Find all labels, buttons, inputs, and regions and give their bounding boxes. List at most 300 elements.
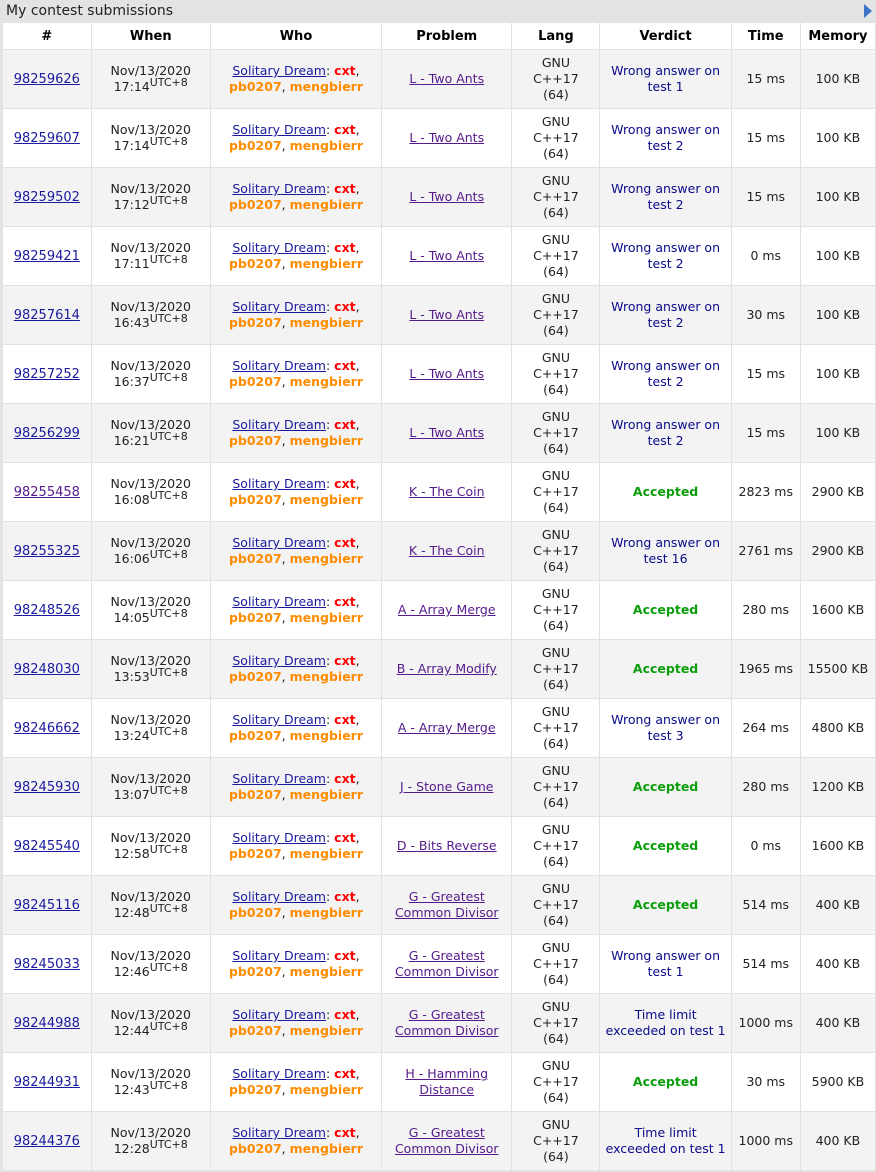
- verdict-cell: [600, 699, 731, 758]
- problem-link[interactable]: G - Greatest Common Divisor: [394, 1125, 499, 1156]
- when-cell: [91, 817, 210, 876]
- table-row: [3, 50, 876, 109]
- lang-line-3: (64): [543, 559, 569, 574]
- member-link-1[interactable]: cxt: [334, 594, 356, 609]
- lang-cell: [512, 404, 600, 463]
- submission-id-link[interactable]: 98255458: [13, 484, 80, 500]
- team-link[interactable]: Solitary Dream: [232, 1125, 326, 1140]
- who-cell: Solitary Dream: cxt, pb0207, mengbierr: [210, 168, 381, 227]
- problem-link[interactable]: B - Array Modify: [396, 661, 497, 676]
- member-link-1[interactable]: cxt: [334, 63, 356, 78]
- lang-line-1: GNU: [541, 763, 570, 778]
- problem-link[interactable]: L - Two Ants: [409, 425, 485, 440]
- team-link[interactable]: Solitary Dream: [232, 476, 326, 491]
- time-cell: 2761 ms: [731, 522, 800, 581]
- verdict-cell: [600, 463, 731, 522]
- memory-cell: 100 KB: [800, 345, 875, 404]
- submission-id-link[interactable]: 98244988: [13, 1015, 80, 1031]
- team-link[interactable]: Solitary Dream: [232, 417, 326, 432]
- lang-line-3: (64): [543, 1031, 569, 1046]
- problem-cell: [382, 404, 512, 463]
- memory-cell: 400 KB: [800, 876, 875, 935]
- lang-cell: [512, 109, 600, 168]
- table-row: [3, 1112, 876, 1171]
- lang-line-1: GNU: [541, 232, 570, 247]
- time-cell: 15 ms: [731, 404, 800, 463]
- verdict-text[interactable]: Wrong answer on test 2: [611, 181, 721, 212]
- verdict-cell: [600, 50, 731, 109]
- memory-cell: 1200 KB: [800, 758, 875, 817]
- member-link-2[interactable]: pb0207: [228, 138, 282, 153]
- member-link-1[interactable]: cxt: [334, 535, 356, 550]
- member-link-1[interactable]: cxt: [334, 948, 356, 963]
- lang-line-3: (64): [543, 677, 569, 692]
- member-link-3[interactable]: mengbierr: [289, 1023, 363, 1038]
- verdict-text[interactable]: Accepted: [632, 661, 699, 676]
- team-link[interactable]: Solitary Dream: [232, 712, 326, 727]
- submission-date: Nov/13/2020: [110, 240, 192, 255]
- submissions-table: [3, 23, 876, 1171]
- verdict-text[interactable]: Wrong answer on test 2: [611, 417, 721, 448]
- lang-line-1: GNU: [541, 940, 570, 955]
- submission-time: 16:08: [113, 492, 150, 507]
- table-row: [3, 1053, 876, 1112]
- team-link[interactable]: Solitary Dream: [232, 889, 326, 904]
- memory-cell: 100 KB: [800, 404, 875, 463]
- problem-cell: [382, 817, 512, 876]
- submission-id-link[interactable]: 98257252: [13, 366, 80, 382]
- problem-cell: [382, 876, 512, 935]
- member-link-1[interactable]: cxt: [334, 1125, 356, 1140]
- problem-cell: [382, 463, 512, 522]
- expand-arrow-icon[interactable]: [864, 4, 872, 18]
- member-link-3[interactable]: mengbierr: [289, 964, 363, 979]
- who-cell: Solitary Dream: cxt, pb0207, mengbierr: [210, 876, 381, 935]
- submission-id-link[interactable]: 98256299: [13, 425, 80, 441]
- time-cell: 15 ms: [731, 109, 800, 168]
- team-link[interactable]: Solitary Dream: [232, 771, 326, 786]
- member-link-1[interactable]: cxt: [334, 771, 356, 786]
- verdict-text[interactable]: Accepted: [632, 897, 699, 912]
- lang-cell: [512, 994, 600, 1053]
- who-cell: Solitary Dream: cxt, pb0207, mengbierr: [210, 699, 381, 758]
- table-row: [3, 758, 876, 817]
- time-cell: 30 ms: [731, 286, 800, 345]
- member-link-3[interactable]: mengbierr: [289, 1141, 363, 1156]
- when-cell: [91, 758, 210, 817]
- team-link[interactable]: Solitary Dream: [232, 240, 326, 255]
- submission-time: 12:28: [113, 1141, 150, 1156]
- member-link-1[interactable]: cxt: [334, 240, 356, 255]
- member-link-3[interactable]: mengbierr: [289, 787, 363, 802]
- lang-line-3: (64): [543, 972, 569, 987]
- timezone-label: UTC+8: [149, 488, 188, 502]
- member-link-3[interactable]: mengbierr: [289, 197, 363, 212]
- submission-id-link[interactable]: 98245930: [13, 779, 80, 795]
- submission-time: 14:05: [113, 610, 150, 625]
- who-cell: Solitary Dream: cxt, pb0207, mengbierr: [210, 994, 381, 1053]
- lang-line-3: (64): [543, 264, 569, 279]
- lang-cell: [512, 463, 600, 522]
- time-cell: 514 ms: [731, 876, 800, 935]
- problem-cell: [382, 109, 512, 168]
- lang-line-2: C++17: [533, 661, 579, 676]
- submission-id-cell: [3, 109, 91, 168]
- submission-date: Nov/13/2020: [110, 594, 192, 609]
- problem-link[interactable]: D - Bits Reverse: [396, 838, 497, 853]
- problem-link[interactable]: A - Array Merge: [397, 720, 496, 735]
- member-link-1[interactable]: cxt: [334, 122, 356, 137]
- memory-cell: 1600 KB: [800, 817, 875, 876]
- verdict-text[interactable]: Wrong answer on test 1: [611, 948, 721, 979]
- time-cell: 264 ms: [731, 699, 800, 758]
- submission-id-link[interactable]: 98246662: [13, 720, 80, 736]
- when-cell: [91, 227, 210, 286]
- member-link-3[interactable]: mengbierr: [289, 433, 363, 448]
- lang-line-1: GNU: [541, 1117, 570, 1132]
- memory-cell: 400 KB: [800, 935, 875, 994]
- time-cell: 280 ms: [731, 581, 800, 640]
- verdict-text[interactable]: Wrong answer on test 3: [611, 712, 721, 743]
- when-cell: [91, 581, 210, 640]
- member-link-1[interactable]: cxt: [334, 653, 356, 668]
- memory-cell: 400 KB: [800, 1112, 875, 1171]
- lang-line-3: (64): [543, 1090, 569, 1105]
- lang-line-3: (64): [543, 500, 569, 515]
- header-lang: Lang: [512, 23, 600, 50]
- table-row: [3, 168, 876, 227]
- lang-line-3: (64): [543, 795, 569, 810]
- submission-time: 17:11: [113, 256, 150, 271]
- member-link-3[interactable]: mengbierr: [289, 669, 363, 684]
- submission-time: 17:14: [113, 138, 150, 153]
- problem-cell: [382, 1053, 512, 1112]
- team-link[interactable]: Solitary Dream: [232, 299, 326, 314]
- when-cell: [91, 50, 210, 109]
- team-link[interactable]: Solitary Dream: [232, 1066, 326, 1081]
- time-cell: 0 ms: [731, 817, 800, 876]
- submission-id-link[interactable]: 98255325: [13, 543, 80, 559]
- timezone-label: UTC+8: [149, 370, 188, 384]
- member-link-2[interactable]: pb0207: [228, 315, 282, 330]
- lang-line-2: C++17: [533, 71, 579, 86]
- lang-line-2: C++17: [533, 189, 579, 204]
- table-row: [3, 463, 876, 522]
- problem-link[interactable]: L - Two Ants: [409, 130, 485, 145]
- timezone-label: UTC+8: [149, 311, 188, 325]
- header-problem: Problem: [382, 23, 512, 50]
- submission-date: Nov/13/2020: [110, 653, 192, 668]
- lang-line-1: GNU: [541, 350, 570, 365]
- team-link[interactable]: Solitary Dream: [232, 181, 326, 196]
- panel-header: [0, 0, 876, 22]
- table-row: [3, 522, 876, 581]
- who-cell: Solitary Dream: cxt, pb0207, mengbierr: [210, 640, 381, 699]
- problem-link[interactable]: L - Two Ants: [409, 189, 485, 204]
- submission-time: 16:21: [113, 433, 150, 448]
- submission-time: 12:58: [113, 846, 150, 861]
- team-link[interactable]: Solitary Dream: [232, 948, 326, 963]
- submission-date: Nov/13/2020: [110, 535, 192, 550]
- when-cell: [91, 168, 210, 227]
- member-link-2[interactable]: pb0207: [228, 846, 282, 861]
- when-cell: [91, 463, 210, 522]
- memory-cell: 100 KB: [800, 286, 875, 345]
- who-cell: Solitary Dream: cxt, pb0207, mengbierr: [210, 522, 381, 581]
- submission-date: Nov/13/2020: [110, 63, 192, 78]
- member-link-2[interactable]: pb0207: [228, 197, 282, 212]
- member-link-2[interactable]: pb0207: [228, 1082, 282, 1097]
- member-link-2[interactable]: pb0207: [228, 1023, 282, 1038]
- verdict-text[interactable]: Wrong answer on test 2: [611, 358, 721, 389]
- verdict-cell: [600, 581, 731, 640]
- verdict-text[interactable]: Accepted: [632, 779, 699, 794]
- problem-link[interactable]: H - Hamming Distance: [405, 1066, 489, 1097]
- member-link-3[interactable]: mengbierr: [289, 846, 363, 861]
- team-link[interactable]: Solitary Dream: [232, 653, 326, 668]
- verdict-cell: [600, 522, 731, 581]
- lang-line-3: (64): [543, 1149, 569, 1164]
- member-link-1[interactable]: cxt: [334, 417, 356, 432]
- lang-cell: [512, 168, 600, 227]
- verdict-text[interactable]: Accepted: [632, 484, 699, 499]
- time-cell: 1000 ms: [731, 1112, 800, 1171]
- member-link-2[interactable]: pb0207: [228, 669, 282, 684]
- member-link-1[interactable]: cxt: [334, 1066, 356, 1081]
- problem-cell: [382, 758, 512, 817]
- member-link-2[interactable]: pb0207: [228, 1141, 282, 1156]
- verdict-text[interactable]: Wrong answer on test 16: [611, 535, 721, 566]
- lang-cell: [512, 935, 600, 994]
- problem-link[interactable]: L - Two Ants: [409, 248, 485, 263]
- member-link-3[interactable]: mengbierr: [289, 315, 363, 330]
- time-cell: 1000 ms: [731, 994, 800, 1053]
- team-link[interactable]: Solitary Dream: [232, 63, 326, 78]
- verdict-text[interactable]: Wrong answer on test 2: [611, 299, 721, 330]
- verdict-text[interactable]: Wrong answer on test 2: [611, 240, 721, 271]
- submission-id-cell: [3, 876, 91, 935]
- member-link-2[interactable]: pb0207: [228, 551, 282, 566]
- lang-line-3: (64): [543, 382, 569, 397]
- when-cell: [91, 522, 210, 581]
- problem-link[interactable]: G - Greatest Common Divisor: [394, 889, 499, 920]
- verdict-text[interactable]: Wrong answer on test 2: [611, 122, 721, 153]
- member-link-1[interactable]: cxt: [334, 476, 356, 491]
- submission-date: Nov/13/2020: [110, 1007, 192, 1022]
- submission-id-cell: [3, 1112, 91, 1171]
- when-cell: [91, 345, 210, 404]
- problem-link[interactable]: L - Two Ants: [409, 71, 485, 86]
- table-row: [3, 935, 876, 994]
- verdict-text[interactable]: Accepted: [632, 1074, 699, 1089]
- submission-id-cell: [3, 935, 91, 994]
- lang-cell: [512, 286, 600, 345]
- problem-link[interactable]: K - The Coin: [408, 484, 485, 499]
- problem-link[interactable]: K - The Coin: [408, 543, 485, 558]
- team-link[interactable]: Solitary Dream: [232, 594, 326, 609]
- member-link-2[interactable]: pb0207: [228, 610, 282, 625]
- verdict-text[interactable]: Time limit exceeded on test 1: [605, 1007, 726, 1038]
- problem-link[interactable]: L - Two Ants: [409, 366, 485, 381]
- who-cell: Solitary Dream: cxt, pb0207, mengbierr: [210, 1112, 381, 1171]
- submission-id-link[interactable]: 98259607: [13, 130, 80, 146]
- lang-line-3: (64): [543, 205, 569, 220]
- table-row: [3, 109, 876, 168]
- problem-cell: [382, 1112, 512, 1171]
- member-link-3[interactable]: mengbierr: [289, 1082, 363, 1097]
- submission-id-cell: [3, 50, 91, 109]
- problem-link[interactable]: L - Two Ants: [409, 307, 485, 322]
- submission-id-link[interactable]: 98245540: [13, 838, 80, 854]
- lang-line-2: C++17: [533, 602, 579, 617]
- member-link-3[interactable]: mengbierr: [289, 610, 363, 625]
- lang-cell: [512, 1053, 600, 1112]
- submission-id-cell: [3, 640, 91, 699]
- lang-line-1: GNU: [541, 291, 570, 306]
- lang-cell: [512, 50, 600, 109]
- time-cell: 15 ms: [731, 168, 800, 227]
- submission-id-link[interactable]: 98248030: [13, 661, 80, 677]
- lang-line-1: GNU: [541, 1058, 570, 1073]
- member-link-2[interactable]: pb0207: [228, 492, 282, 507]
- verdict-text[interactable]: Accepted: [632, 602, 699, 617]
- lang-line-2: C++17: [533, 366, 579, 381]
- member-link-1[interactable]: cxt: [334, 1007, 356, 1022]
- timezone-label: UTC+8: [149, 1137, 188, 1151]
- verdict-cell: [600, 168, 731, 227]
- submission-id-link[interactable]: 98245116: [13, 897, 80, 913]
- verdict-cell: [600, 935, 731, 994]
- problem-cell: [382, 168, 512, 227]
- problem-cell: [382, 640, 512, 699]
- member-link-2[interactable]: pb0207: [228, 433, 282, 448]
- submission-date: Nov/13/2020: [110, 181, 192, 196]
- who-cell: Solitary Dream: cxt, pb0207, mengbierr: [210, 50, 381, 109]
- team-link[interactable]: Solitary Dream: [232, 122, 326, 137]
- verdict-text[interactable]: Accepted: [632, 838, 699, 853]
- member-link-3[interactable]: mengbierr: [289, 551, 363, 566]
- team-link[interactable]: Solitary Dream: [232, 535, 326, 550]
- header-time: Time: [731, 23, 800, 50]
- submission-date: Nov/13/2020: [110, 771, 192, 786]
- submission-id-link[interactable]: 98259502: [13, 189, 80, 205]
- problem-cell: [382, 581, 512, 640]
- lang-line-1: GNU: [541, 114, 570, 129]
- problem-link[interactable]: G - Greatest Common Divisor: [394, 1007, 499, 1038]
- member-link-2[interactable]: pb0207: [228, 374, 282, 389]
- team-link[interactable]: Solitary Dream: [232, 358, 326, 373]
- submission-id-link[interactable]: 98259626: [13, 71, 80, 87]
- team-link[interactable]: Solitary Dream: [232, 1007, 326, 1022]
- table-row: [3, 640, 876, 699]
- member-link-1[interactable]: cxt: [334, 181, 356, 196]
- problem-link[interactable]: G - Greatest Common Divisor: [394, 948, 499, 979]
- verdict-text[interactable]: Wrong answer on test 1: [611, 63, 721, 94]
- submission-date: Nov/13/2020: [110, 712, 192, 727]
- submission-id-cell: [3, 404, 91, 463]
- member-link-1[interactable]: cxt: [334, 712, 356, 727]
- problem-link[interactable]: J - Stone Game: [400, 779, 494, 794]
- member-link-2[interactable]: pb0207: [228, 256, 282, 271]
- submission-id-link[interactable]: 98259421: [13, 248, 80, 264]
- submission-id-link[interactable]: 98248526: [13, 602, 80, 618]
- lang-cell: [512, 640, 600, 699]
- submission-time: 12:48: [113, 905, 150, 920]
- submission-time: 17:14: [113, 79, 150, 94]
- memory-cell: 100 KB: [800, 227, 875, 286]
- timezone-label: UTC+8: [149, 842, 188, 856]
- lang-cell: [512, 522, 600, 581]
- member-link-2[interactable]: pb0207: [228, 79, 282, 94]
- member-link-1[interactable]: cxt: [334, 358, 356, 373]
- table-row: [3, 581, 876, 640]
- verdict-cell: [600, 109, 731, 168]
- submissions-table-wrap: [3, 23, 876, 1171]
- submission-id-link[interactable]: 98257614: [13, 307, 80, 323]
- who-cell: Solitary Dream: cxt, pb0207, mengbierr: [210, 817, 381, 876]
- submission-id-cell: [3, 286, 91, 345]
- submission-date: Nov/13/2020: [110, 122, 192, 137]
- member-link-1[interactable]: cxt: [334, 299, 356, 314]
- lang-cell: [512, 1112, 600, 1171]
- table-row: [3, 286, 876, 345]
- submission-id-link[interactable]: 98244376: [13, 1133, 80, 1149]
- team-link[interactable]: Solitary Dream: [232, 830, 326, 845]
- verdict-cell: [600, 227, 731, 286]
- member-link-1[interactable]: cxt: [334, 830, 356, 845]
- memory-cell: 100 KB: [800, 50, 875, 109]
- member-link-3[interactable]: mengbierr: [289, 492, 363, 507]
- problem-cell: [382, 286, 512, 345]
- submission-date: Nov/13/2020: [110, 358, 192, 373]
- when-cell: [91, 1112, 210, 1171]
- member-link-2[interactable]: pb0207: [228, 905, 282, 920]
- member-link-3[interactable]: mengbierr: [289, 374, 363, 389]
- member-link-3[interactable]: mengbierr: [289, 905, 363, 920]
- timezone-label: UTC+8: [149, 75, 188, 89]
- lang-line-2: C++17: [533, 248, 579, 263]
- verdict-text[interactable]: Time limit exceeded on test 1: [605, 1125, 726, 1156]
- submission-id-cell: [3, 581, 91, 640]
- member-link-2[interactable]: pb0207: [228, 964, 282, 979]
- when-cell: [91, 876, 210, 935]
- submission-id-link[interactable]: 98244931: [13, 1074, 80, 1090]
- member-link-2[interactable]: pb0207: [228, 787, 282, 802]
- member-link-3[interactable]: mengbierr: [289, 79, 363, 94]
- member-link-3[interactable]: mengbierr: [289, 256, 363, 271]
- member-link-2[interactable]: pb0207: [228, 728, 282, 743]
- member-link-1[interactable]: cxt: [334, 889, 356, 904]
- table-header-row: [3, 23, 876, 50]
- lang-line-2: C++17: [533, 1074, 579, 1089]
- lang-cell: [512, 581, 600, 640]
- verdict-cell: [600, 1053, 731, 1112]
- problem-link[interactable]: A - Array Merge: [397, 602, 496, 617]
- submission-time: 16:06: [113, 551, 150, 566]
- memory-cell: 5900 KB: [800, 1053, 875, 1112]
- lang-line-1: GNU: [541, 468, 570, 483]
- member-link-3[interactable]: mengbierr: [289, 728, 363, 743]
- submission-time: 13:53: [113, 669, 150, 684]
- table-row: [3, 345, 876, 404]
- time-cell: 0 ms: [731, 227, 800, 286]
- submission-id-link[interactable]: 98245033: [13, 956, 80, 972]
- verdict-cell: [600, 1112, 731, 1171]
- lang-line-2: C++17: [533, 1133, 579, 1148]
- member-link-3[interactable]: mengbierr: [289, 138, 363, 153]
- timezone-label: UTC+8: [149, 783, 188, 797]
- when-cell: [91, 935, 210, 994]
